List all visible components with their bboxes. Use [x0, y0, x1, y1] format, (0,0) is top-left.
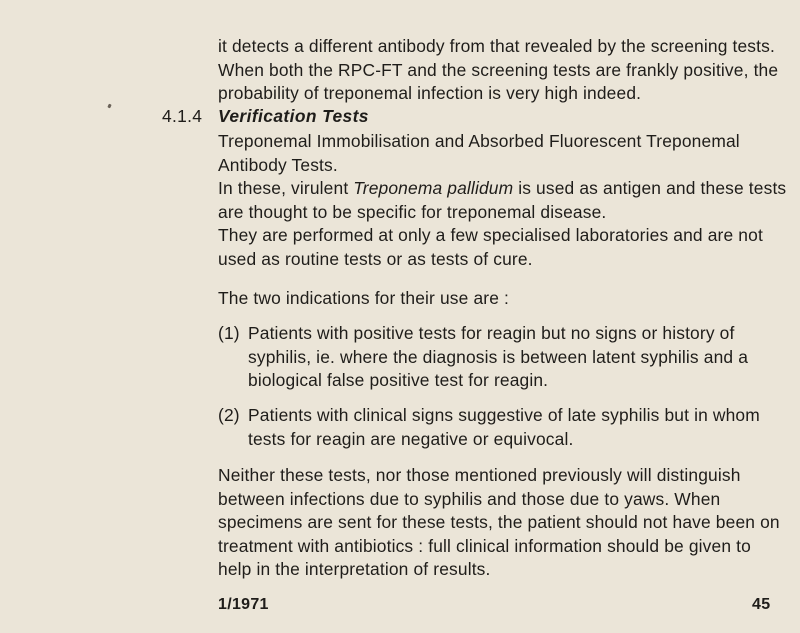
list-item-text: Patients with clinical signs suggestive of late syphilis but in whom tests for reagin are negative or equivocal.	[248, 405, 760, 449]
intro-paragraph	[218, 35, 788, 106]
list-item	[218, 322, 788, 393]
closing-paragraph	[218, 464, 788, 582]
laboratories-paragraph: They are performed at only a few specialised laboratories and are not used as routine tests or as tests of cure.	[218, 225, 763, 269]
antigen-paragraph	[218, 177, 788, 224]
page-number: 45	[752, 596, 771, 613]
intro-text: it detects a different antibody from that revealed by the screening tests. When both the RPC-FT and the screening tests are frankly positive, the probability of treponemal infection is very high indeed.	[218, 36, 779, 103]
section-body	[218, 130, 788, 271]
tests-name-line: Treponemal Immobilisation and Absorbed Fluorescent Treponemal Antibody Tests.	[218, 131, 740, 175]
antigen-text-before: In these, virulent	[218, 178, 354, 198]
list-marker: (2)	[218, 405, 240, 425]
list-marker: (1)	[218, 323, 240, 343]
antigen-text-after: is used as antigen and these tests are thought to be specific for treponemal disease.	[218, 178, 787, 222]
indications-intro	[218, 287, 788, 311]
closing-text: Neither these tests, nor those mentioned previously will distinguish between infections due to syphilis and those due to yaws. When specimens are sent for these tests, the patient should not have been on treatment with antibiotics : full clinical information should be given to help in the interpretation of results.	[218, 465, 780, 579]
list-item-text: Patients with positive tests for reagin but no signs or history of syphilis, ie. where the diagnosis is between latent syphilis and a biological false positive test for reagin.	[248, 323, 749, 390]
list-item	[218, 404, 788, 451]
footer-date: 1/1971	[218, 596, 269, 613]
section-title: Verification Tests	[218, 106, 369, 126]
indications-intro-text: The two indications for their use are :	[218, 288, 510, 308]
organism-name: Treponema pallidum	[353, 178, 514, 198]
paper-speck	[107, 104, 111, 109]
section-number: 4.1.4	[162, 106, 203, 126]
